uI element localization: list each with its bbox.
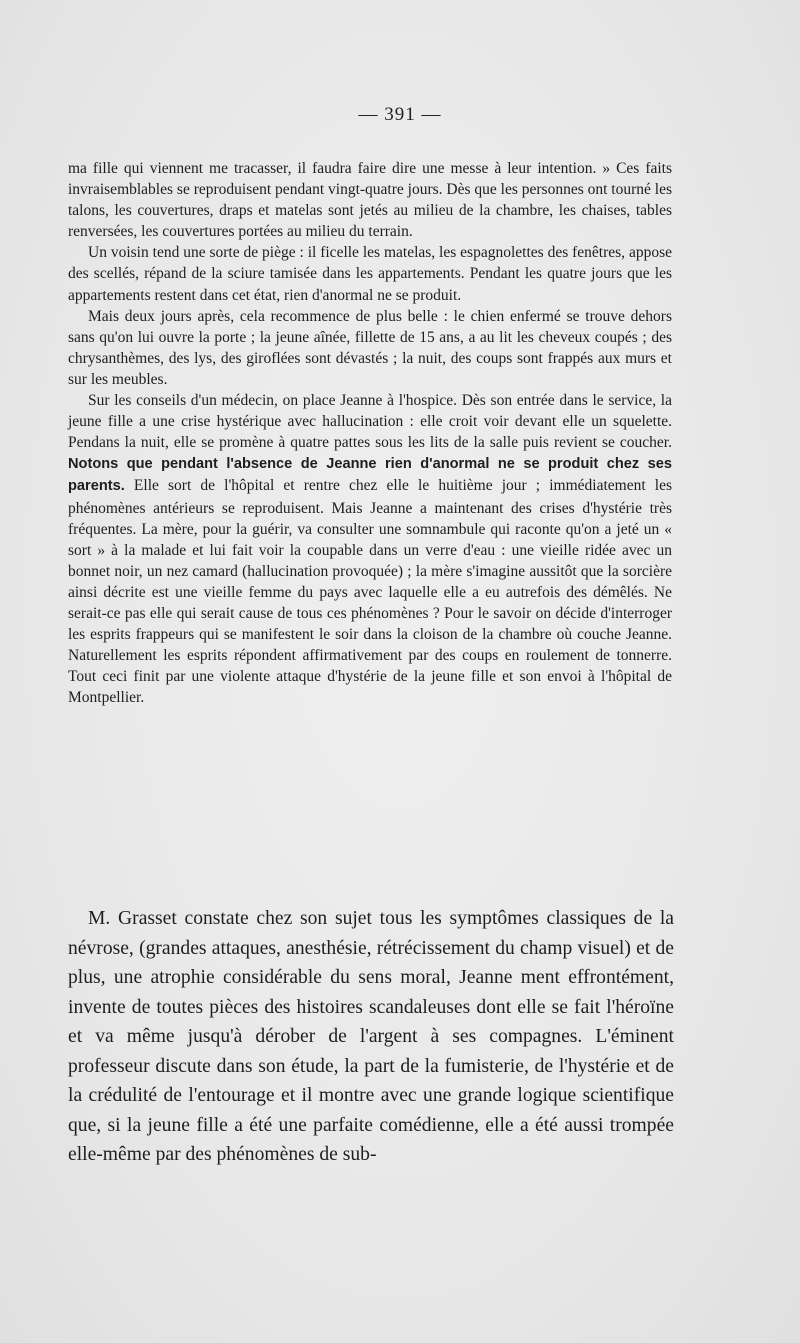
page-number: — 391 — xyxy=(358,104,442,125)
emphasized-note: Notons que pendant l'absence de Jeanne rien d'anormal ne se produit chez ses parents. xyxy=(68,456,672,495)
paragraph xyxy=(68,390,672,708)
paragraph: Un voisin tend une sorte de piège : il ficelle les matelas, les espagnolettes des fenêtres, appose des scellés, répand de la sciure tamisée dans les appartements. Pendant les quatre jours que les appartements restent dans cet état, rien d'anormal ne se produit. xyxy=(68,244,672,304)
paragraph-text: Sur les conseils d'un médecin, on place Jeanne à l'hospice. Dès son entrée dans le service, la jeune fille a une crise hystérique avec hallucination : elle croit voir devant elle un squelette. Pendans la nuit, elle se promène à quatre pattes sous les lits de la salle puis revient se coucher. xyxy=(68,392,672,452)
case-narrative xyxy=(68,158,672,708)
paragraph: Mais deux jours après, cela recommence de plus belle : le chien enfermé se trouve dehors sans qu'on lui ouvre la porte ; la jeune aînée, fillette de 15 ans, a au lit les cheveux coupés ; des chrysanthèmes, des lys, des giroflées sont dévastés ; la nuit, des coups sont frappés aux murs et sur les meubles. xyxy=(68,307,672,388)
commentary xyxy=(68,904,674,1170)
paragraph: M. Grasset constate chez son sujet tous les symptômes classiques de la névrose, (grandes attaques, anesthésie, rétrécissement du champ visuel) et de plus, une atrophie considérable du sens moral, Jeanne ment effrontément, invente de toutes pièces des histoires scandaleuses dont elle se fait l'héroïne et va même jusqu'à dérober de l'argent à ses compagnes. L'éminent professeur discute dans son étude, la part de la fumisterie, de l'hystérie et de la crédulité de l'entourage et il montre avec une grande logique scientifique que, si la jeune fille a été une parfaite comédienne, elle a été aussi trompée elle-même par des phénomènes de sub- xyxy=(68,908,674,1165)
paragraph: ma fille qui viennent me tracasser, il faudra faire dire une messe à leur intention. » Ces faits invraisemblables se reproduisent pendant vingt-quatre jours. Dès que les personnes ont tourné les talons, les couvertures, draps et matelas sont jetés au milieu de la chambre, les chaises, tables renversées, les couvertures portées au milieu du terrain. xyxy=(68,160,672,241)
paragraph-text: Elle sort de l'hôpital et rentre chez elle le huitième jour ; immédiatement les phénomènes antérieurs se reproduisent. Mais Jeanne a maintenant des crises d'hystérie très fréquentes. La mère, pour la guérir, va consulter une somnambule qui raconte qu'on a jeté un « sort » à la malade et lui fait voir la coupable dans un verre d'eau : une vieille ridée avec un bonnet noir, un nez camard (hallucination provoquée) ; la mère s'imagine aussitôt que la sorcière ainsi décrite est une vieille femme du pays avec laquelle elle a eu autrefois des démêlés. Ne serait-ce pas elle qui serait cause de tous ces phénomènes ? Pour le savoir on décide d'interroger les esprits frappeurs qui se manifestent le soir dans la cloison de la chambre où couche Jeanne. Naturellement les esprits répondent affirmativement par des coups en roulement de tonnerre. Tout ceci finit par une violente attaque d'hystérie de la jeune fille et son envoi à l'hôpital de Montpellier. xyxy=(68,477,673,707)
